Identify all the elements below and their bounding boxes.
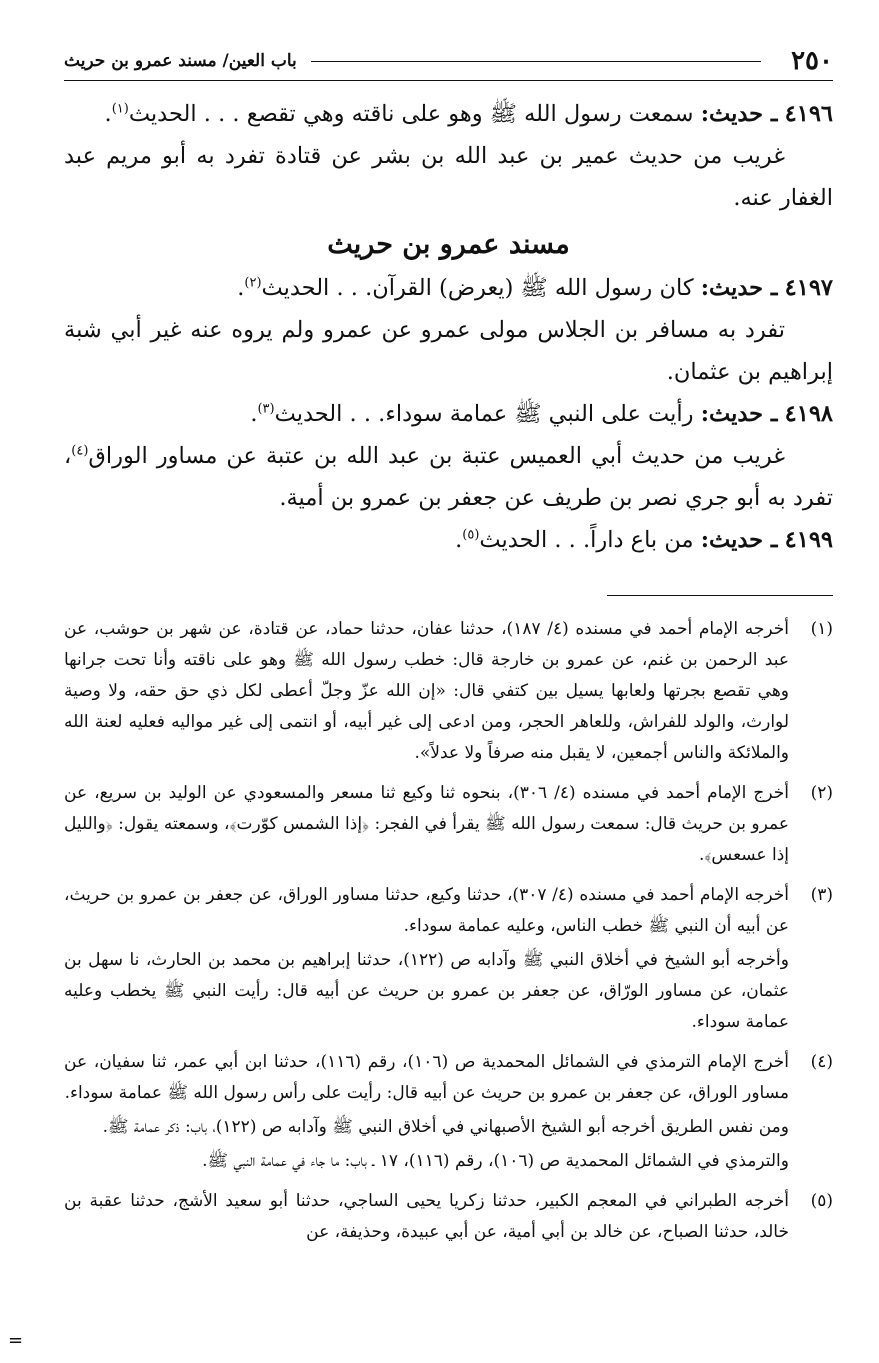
footnote-label: (٢) bbox=[810, 783, 833, 803]
footnote-ref: (١) bbox=[111, 101, 129, 117]
header-rule bbox=[311, 61, 761, 62]
hadith-keyword: ـ حديث: bbox=[700, 275, 778, 301]
footnote-2 bbox=[64, 778, 833, 874]
hadith-comment: غريب من حديث عمير بن عبد الله بن بشر عن قتادة تفرد به أبو مريم عبد الغفار عنه. bbox=[64, 143, 833, 211]
running-title: باب العين/ مسند عمرو بن حريث bbox=[64, 51, 297, 71]
hadith-number: ٤١٩٩ bbox=[784, 527, 833, 553]
continuation-mark: = bbox=[8, 1330, 24, 1351]
hadith-keyword: ـ حديث: bbox=[700, 527, 778, 553]
footnote-ref: (٣) bbox=[257, 401, 275, 417]
hadith-number: ٤١٩٨ bbox=[784, 401, 833, 427]
footnote-text: أخرج الإمام الترمذي في الشمائل المحمدية ص (١٠٦)، رقم (١١٦)، حدثنا ابن أبي عمر، ثنا سفيان، عن مساور الوراق، عن جعفر بن عمرو بن حريث عن أبيه قال: رأيت على رأس رسول الله ﷺ عمامة سوداء. bbox=[64, 1052, 789, 1103]
footnote-ref: (٤) bbox=[71, 443, 89, 459]
footnote-text: والترمذي في الشمائل المحمدية ص (١٠٦)، رقم (١١٦)، ١٧ ـ باب: ما جاء في عمامة النبي ﷺ. bbox=[202, 1151, 789, 1171]
hadith-keyword: ـ حديث: bbox=[700, 401, 778, 427]
footnote-separator bbox=[607, 595, 833, 596]
hadith-text: من باع داراً. . . الحديث bbox=[479, 527, 694, 553]
hadith-comment bbox=[64, 435, 833, 519]
hadith-text: رأيت على النبي ﷺ عمامة سوداء. . . الحديث bbox=[274, 401, 694, 427]
footnote-label: (٥) bbox=[810, 1191, 833, 1211]
page-header bbox=[64, 42, 833, 81]
footnote-label: (٣) bbox=[810, 885, 833, 905]
hadith-comment-part: غريب من حديث أبي العميس عتبة بن عبد الله بن عتبة عن مساور الوراق bbox=[88, 443, 785, 469]
hadith-entry-4198: ٤١٩٨ ـ حديث: رأيت على النبي ﷺ عمامة سوداء. . . الحديث$^{(٣)}$. bbox=[250, 401, 833, 427]
footnote-1 bbox=[64, 614, 833, 772]
hadith-number: ٤١٩٦ bbox=[784, 101, 833, 127]
footnote-text: أخرج الإمام أحمد في مسنده (٤/ ٣٠٦)، بنحوه ثنا وكيع ثنا مسعر والمسعودي عن الوليد بن سريع، عن عمرو بن حريث قال: سمعت رسول الله ﷺ يقرأ في الفجر: ﴿إذا الشمس كوّرت﴾، وسمعته يقول: ﴿والليل إذا عسعس﴾. bbox=[64, 783, 789, 865]
footnote-text: أخرجه الإمام أحمد في مسنده (٤/ ٣٠٧)، حدثنا وكيع، حدثنا مساور الوراق، عن جعفر بن عمرو بن حريث، عن أبيه أن النبي ﷺ خطب الناس، وعليه عمامة سوداء. bbox=[64, 885, 789, 936]
section-title: مسند عمرو بن حريث bbox=[327, 229, 570, 260]
hadith-entry-4199: ٤١٩٩ ـ حديث: من باع داراً. . . الحديث$^{(٥)}$. bbox=[455, 527, 833, 553]
footnote-3 bbox=[64, 880, 833, 1041]
footnote-text: أخرجه الإمام أحمد في مسنده (٤/ ١٨٧)، حدثنا عفان، حدثنا حماد، عن قتادة، عن شهر بن حوشب، عن عبد الرحمن بن غنم، عن عمرو بن خارجة قال: خطب رسول الله ﷺ وهو على ناقته وأنا تحت جرانها وهي تقصع بجرتها ولعابها يسيل بين كتفي قال: «إن الله عزّ وجلّ أعطى لكل ذي حق حقه، ولا وصية لوارث، والولد للفراش، وللعاهر الحجر، ومن ادعى إلى غير أبيه، أو انتمى إلى غير مواليه فعليه لعنة الله والملائكة والناس أجمعين، لا يقبل منه صرفاً ولا عدلاً». bbox=[64, 619, 789, 763]
hadith-text: كان رسول الله ﷺ (يعرض) القرآن. . . الحديث bbox=[261, 275, 694, 301]
footnote-ref: (٢) bbox=[244, 275, 262, 291]
hadith-entry-4197: ٤١٩٧ ـ حديث: كان رسول الله ﷺ (يعرض) القرآن. . . الحديث$^{(٢)}$. bbox=[237, 275, 833, 301]
footnotes bbox=[64, 614, 833, 1251]
hadith-entry-4196: ٤١٩٦ ـ حديث: سمعت رسول الله ﷺ وهو على ناقته وهي تقصع . . . الحديث$^{(١)}$. bbox=[104, 101, 833, 127]
hadith-comment-part: ، تفرد به أبو جري نصر بن طريف عن جعفر بن عمرو بن أمية. bbox=[64, 443, 833, 511]
footnote-label: (٤) bbox=[810, 1052, 833, 1072]
hadith-number: ٤١٩٧ bbox=[784, 275, 833, 301]
footnote-ref: (٥) bbox=[462, 527, 480, 543]
hadith-keyword: ـ حديث: bbox=[700, 101, 778, 127]
footnote-4 bbox=[64, 1047, 833, 1180]
hadith-comment: تفرد به مسافر بن الجلاس مولى عمرو عن عمرو ولم يروه عنه غير أبي شبة إبراهيم بن عثمان. bbox=[64, 317, 833, 385]
page-number: ٢٥٠ bbox=[791, 46, 833, 76]
footnote-label: (١) bbox=[810, 619, 833, 639]
footnote-text: ومن نفس الطريق أخرجه أبو الشيخ الأصبهاني في أخلاق النبي ﷺ وآدابه ص (١٢٢)، باب: ذكر عمامة ﷺ. bbox=[102, 1117, 789, 1137]
main-text bbox=[64, 93, 833, 561]
footnote-5 bbox=[64, 1186, 833, 1251]
footnote-text: أخرجه الطبراني في المعجم الكبير، حدثنا زكريا يحيى الساجي، حدثنا أبو سعيد الأشج، حدثنا عقبة بن خالد، حدثنا الصباح، عن خالد بن أبي أمية، عن أبي عبيدة، وحذيفة، عن bbox=[64, 1191, 789, 1242]
hadith-text: سمعت رسول الله ﷺ وهو على ناقته وهي تقصع . . . الحديث bbox=[128, 101, 694, 127]
footnote-text: وأخرجه أبو الشيخ في أخلاق النبي ﷺ وآدابه ص (١٢٢)، حدثنا إبراهيم بن محمد بن الحارث، نا سهل بن عثمان، عن مساور الورّاق، عن جعفر بن عمرو بن حريث عن أبيه قال: رأيت النبي ﷺ يخطب وعليه عمامة سوداء. bbox=[64, 950, 789, 1032]
